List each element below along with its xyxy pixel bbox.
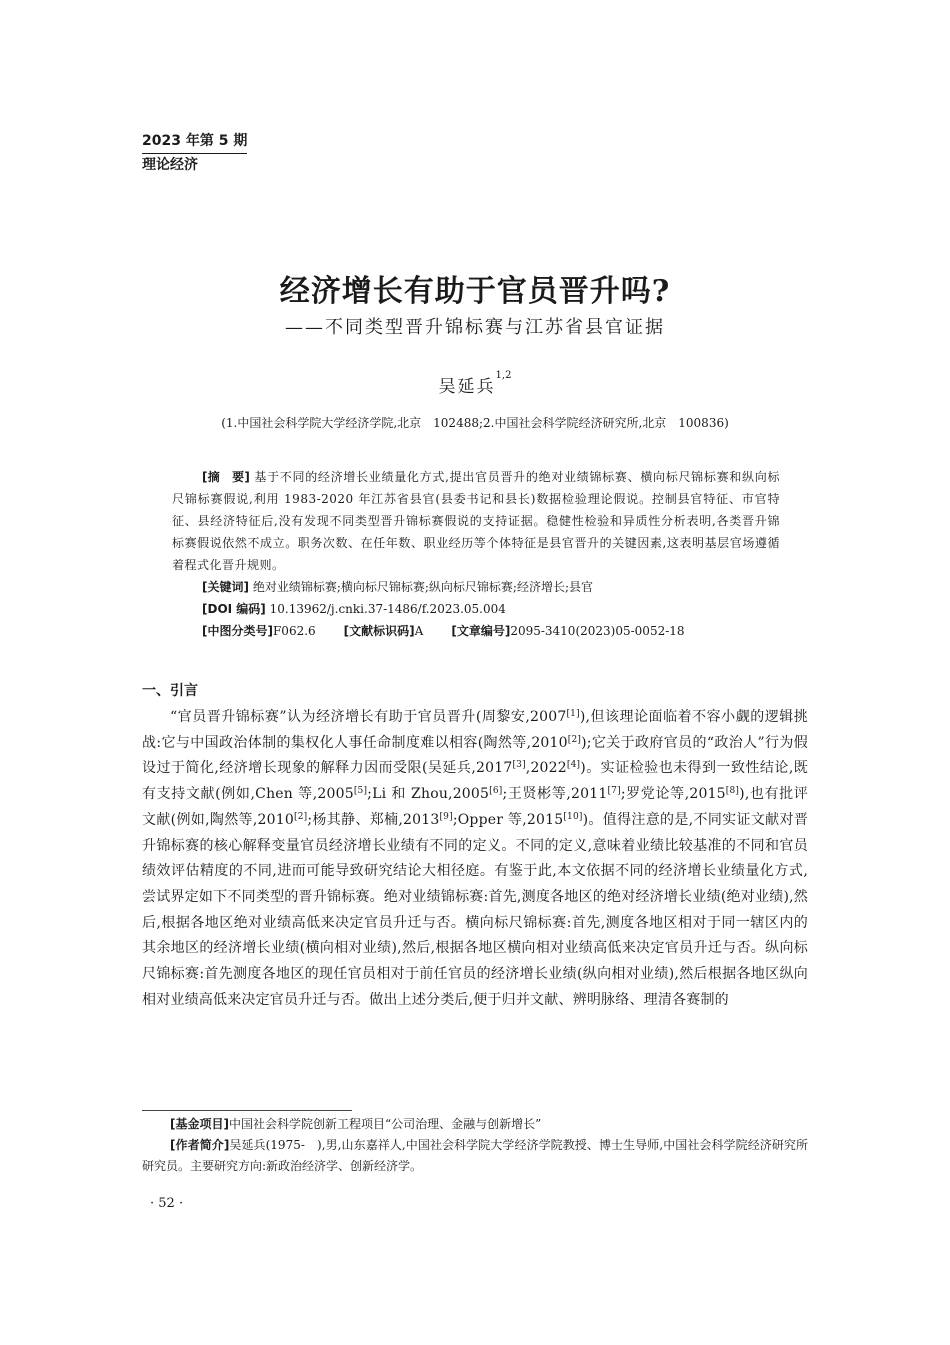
clc-value: F062.6 [272, 624, 316, 638]
footnote-divider [142, 1110, 352, 1111]
text-run: );它关于政府官员的“政治人”行为假设过于简化,经济增长现象的解释力因而受限(吴延兵,2017 [142, 734, 808, 777]
body-text [142, 705, 808, 1013]
citation-ref: [8] [725, 786, 740, 797]
keywords-text: 绝对业绩锦标赛;横向标尺锦标赛;纵向标尺锦标赛;经济增长;县官 [252, 580, 593, 594]
citation-ref: [9] [439, 811, 453, 822]
paper-subtitle: ——不同类型晋升锦标赛与江苏省县官证据 [285, 317, 665, 338]
text-run: ;杨其静、郑楠,2013 [307, 811, 440, 828]
abstract-label: [摘 要] [202, 470, 250, 484]
footnotes [142, 1114, 808, 1177]
footnote-fund [142, 1114, 808, 1135]
text-run: ,2022 [525, 760, 567, 777]
abstract-text: 基于不同的经济增长业绩量化方式,提出官员晋升的绝对业绩锦标赛、横向标尺锦标赛和纵向标尺锦标赛假说,利用 1983-2020 年江苏省县官(县委书记和县长)数据检验理论假说。控制县官特征、市官特征、县经济特征后,没有发现不同类型晋升锦标赛假说的支持证据。稳健性检验和异质性分析表明,各类晋升锦标赛假说依然不成立。职务次数、在任年数、职业经历等个体特征是县官晋升的关键因素,这表明基层官场遵循着程式化晋升规则。 [172, 470, 780, 572]
section-heading: 一、引言 [142, 683, 198, 699]
bio-label: [作者简介] [170, 1138, 230, 1152]
text-run: ;王贤彬等,2011 [502, 786, 608, 803]
text-run: ),也有批评文献(例如,陶然等,2010 [142, 786, 808, 828]
citation-ref: [2] [567, 734, 582, 745]
citation-ref: [1] [566, 709, 580, 719]
citation-ref: [10] [563, 811, 583, 822]
doi-label: [DOI 编码] [202, 602, 266, 616]
page-number: · 52 · [150, 1196, 184, 1211]
paper-title: 经济增长有助于官员晋升吗? [279, 274, 671, 309]
doi-text: 10.13962/j.cnki.37-1486/f.2023.05.004 [269, 602, 506, 616]
citation-ref: [4] [566, 760, 581, 771]
clc-label: [中图分类号] [202, 624, 273, 638]
classification [172, 620, 780, 642]
keywords-label: [关键词] [202, 580, 249, 594]
author-line [0, 372, 950, 397]
text-run: “官员晋升锦标赛”认为经济增长有助于官员晋升(周黎安,2007 [170, 709, 567, 725]
affiliation: (1.中国社会科学院大学经济学院,北京 102488;2.中国社会科学院经济研究所,北京 100836) [221, 416, 729, 430]
author-name: 吴延兵 [438, 377, 496, 397]
doi [172, 598, 780, 620]
doc-code-value: A [414, 624, 424, 638]
abstract-block [172, 466, 780, 642]
text-run: ),但该理论面临着不容小觑的逻辑挑战:它与中国政治体制的集权化人事任命制度难以相容(陶然等,2010 [142, 709, 808, 751]
text-run: ;罗党论等,2015 [620, 786, 726, 803]
citation-ref: [3] [512, 760, 526, 771]
fund-text: 中国社会科学院创新工程项目“公司治理、金融与创新增长” [228, 1117, 542, 1131]
article-no-label: [文章编号] [451, 624, 511, 638]
article-no-value: 2095-3410(2023)05-0052-18 [510, 624, 685, 638]
bio-text: 吴延兵(1975- ),男,山东嘉祥人,中国社会科学院大学经济学院教授、博士生导师,中国社会科学院经济研究所研究员。主要研究方向:新政治经济学、创新经济学。 [142, 1138, 808, 1173]
footnote-author-bio [142, 1135, 808, 1177]
keywords [172, 576, 780, 598]
citation-ref: [5] [353, 786, 368, 797]
journal-name: 理论经济 [142, 157, 198, 173]
abstract [172, 466, 780, 576]
journal-issue: 2023 年第 5 期 [142, 130, 247, 154]
citation-ref: [6] [489, 786, 503, 797]
citation-ref: [7] [607, 786, 621, 797]
citation-ref: [2] [293, 811, 308, 822]
text-run: )。值得注意的是,不同实证文献对晋升锦标赛的核心解释变量官员经济增长业绩有不同的定义。不同的定义,意味着业绩比较基准的不同和官员绩效评估精度的不同,进而可能导致研究结论大相径庭。有鉴于此,本文依据不同的经济增长业绩量化方式,尝试界定如下不同类型的晋升锦标赛。绝对业绩锦标赛:首先,测度各地区的绝对经济增长业绩(绝对业绩),然后,根据各地区绝对业绩高低来决定官员升迁与否。横向标尺锦标赛:首先,测度各地区相对于同一辖区内的其余地区的经济增长业绩(横向相对业绩),然后,根据各地区横向相对业绩高低来决定官员升迁与否。纵向标尺锦标赛:首先测度各地区的现任官员相对于前任官员的经济增长业绩(纵向相对业绩),然后根据各地区纵向相对业绩高低来决定官员升迁与否。做出上述分类后,便于归并文献、辨明脉络、理清各赛制的 [142, 811, 809, 1008]
fund-label: [基金项目] [170, 1117, 229, 1131]
text-run: ;Opper 等,2015 [452, 811, 564, 828]
doc-code-label: [文献标识码] [343, 624, 415, 638]
body-paragraph [142, 705, 808, 1013]
author-affiliation-marks: 1,2 [495, 370, 512, 381]
journal-header [142, 130, 247, 176]
text-run: )。实证检验也未得到一致性结论,既有支持文献(例如,Chen 等,2005 [142, 760, 808, 803]
text-run: ;Li 和 Zhou,2005 [367, 786, 490, 803]
